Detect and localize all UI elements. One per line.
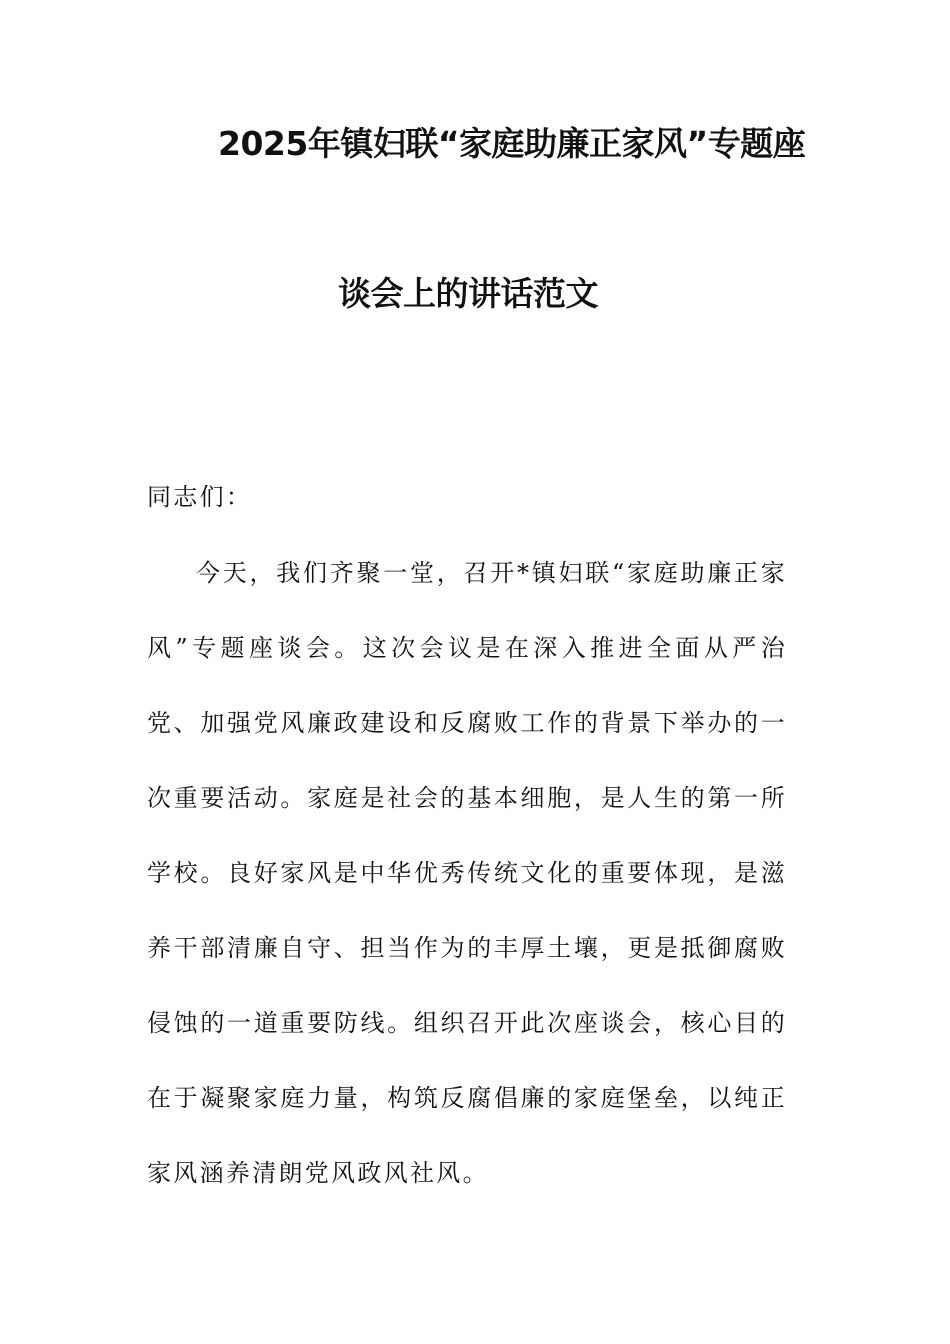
salutation: 同志们： — [147, 483, 253, 511]
body-paragraph: 今天，我们齐聚一堂，召开*镇妇联“家庭助廉正家风”专题座谈会。这次会议是在深入推进全面从严治党、加强党风廉政建设和反腐败工作的背景下举办的一次重要活动。家庭是社会的基本细胞，是人生的第一所学校。良好家风是中华优秀传统文化的重要体现，是滋养干部清廉自守、担当作为的丰厚土壤，更是抵御腐败侵蚀的一道重要防线。组织召开此次座谈会，核心目的在于凝聚家庭力量，构筑反腐倡廉的家庭堡垒，以纯正家风涵养清朗党风政风社风。 — [147, 559, 787, 1187]
document-title-line-1: 2025年镇妇联“家庭助廉正家风”专题座 — [218, 124, 806, 163]
document-title-line-2: 谈会上的讲话范文 — [338, 274, 598, 313]
